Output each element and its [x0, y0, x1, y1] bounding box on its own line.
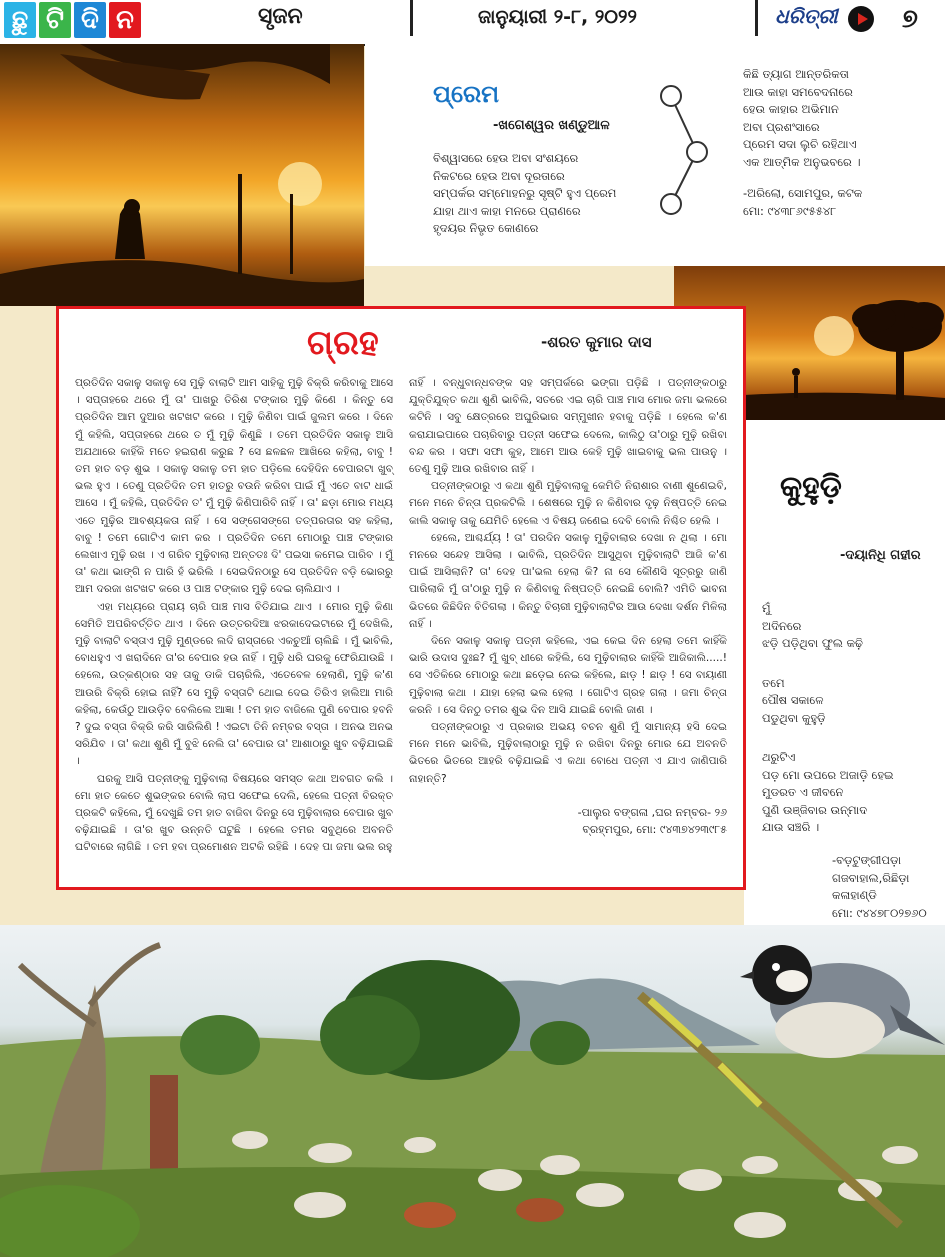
divider: [755, 0, 758, 36]
story-paragraph: ଏହା ମଧ୍ୟରେ ପ୍ରାୟ ଚାରି ପାଞ୍ଚ ମାସ ବିତିଯାଇ ଥାଏ । ମୋର ମୁଢ଼ି କିଣା ସେମିତି ଅପରିବର୍ତ୍ତିତ ଥାଏ । ଦିନେ ଉତ୍ତରଦିଆ ଝରକାଦେଇଟାରେ ମୁଁ ଦେଖିଲି, ମୁଢ଼ି ବାଲାଟି ବସ୍ତାଏ ମୁଢ଼ି ମୁଣ୍ଡରେ ଲଦି ରାସ୍ତାରେ ଏକଚୁଆଁ ଚାଲିଛି । ମୁଁ ଭାବିଲି, ବୋଧହୁଏ ଏ ଖରାଦିନେ ତା'ର ବେପାର ହଉ ନାହିଁ । ମୁଢ଼ି ଧରି ଘରକୁ ଫେରିଯାଉଛି । ହେଲେ, ଉତ୍କଣ୍ଠାର ସହ ତାକୁ ଡାକି ପଚାରିଲି, ଏତେବେଳ ହେଲାଣି, ମୁଢ଼ି କ'ଣ ଆଉରି ବିକ୍ରି ହୋଇ ନାହିଁ? ସେ ମୁଢ଼ି ବସ୍ତାଟି ଥୋଇ ଦେଇ ତିରିଏ ହାଲିଆ ମାରି କହିଲା, କେଉଁଠୁ ଆଉଡ଼ିବ ବେଲିଲେ ଆଜ୍ଞା ! ତମ ହାତ ବାଜିଲେ ପୁଣି ବେପାର ହବନି ? ଦୁଇ ବସ୍ତା ବିକ୍ରି କରି ସାରିଲିଣି ! ଏଇଟା ତିନି ନମ୍ବର ବସ୍ତା । ଅନଭ ଅନଭ ସରିଯିବ । ତା' କଥା ଶୁଣି ମୁଁ ବୁଝି ନେଲି ତା' ବେପାର ତା' ଆଶାଠାରୁ ଖୁବ ବଢ଼ିଯାଇଛି ।: [75, 600, 393, 768]
decorative-circles-icon: [655, 80, 715, 220]
poem-author: -ଦୟାନିଧି ଗହୀର: [840, 548, 921, 563]
address-line: କଳାହାଣ୍ଡି: [832, 888, 877, 902]
poem-kuhudi: [744, 420, 945, 925]
poem-line: ଆଉ କାହା ସମବେଦନାରେ: [743, 84, 853, 99]
poem-body: [762, 600, 894, 837]
poem-line: ପୁଣି ଉଞ୍ଜିବାର ଉନ୍ମାଦ: [762, 802, 868, 817]
issue-date: ଜାନୁୟାରୀ ୨-୮, ୨୦୨୨: [478, 6, 637, 28]
address-line: ମୋ: ୯୪୪୭୮୦୨୭୬୦: [832, 905, 927, 920]
newspaper-logo: ଧରିତ୍ରୀ: [775, 4, 838, 28]
poem-stanza: [743, 66, 862, 220]
poem-line: ଝଡ଼ି ପଡ଼ିଥିବା ଫୁଲ କଢ଼ି: [762, 636, 863, 650]
poem-author: -ଖଗେଶ୍ୱର ଖଣ୍ଡୁଆଳ: [493, 118, 610, 133]
poem-line: ପଡୁଥିବା କୁହୁଡ଼ି: [762, 710, 826, 725]
poem-prema: [365, 44, 945, 266]
poem-title: ପ୍ରେମ: [433, 80, 500, 108]
poem-line: ବିଶ୍ୱାସରେ ହେଉ ଅବା ସଂଶୟରେ: [433, 151, 579, 165]
story-graha: [56, 306, 746, 890]
poem-line: ଥରୁଟିଏ: [762, 750, 796, 764]
story-phone: ବ୍ରହ୍ମପୁର, ମୋ: ୯୪୩୭୪୨୩୯୮୫: [582, 822, 727, 836]
divider: [410, 0, 413, 36]
masthead: [4, 2, 141, 38]
page-header: [0, 0, 945, 46]
story-address: -ପାଲୁର ବଙ୍ଗଳା ,ଘର ନମ୍ବର- ୨୬: [577, 805, 727, 819]
story-column-1: [75, 375, 393, 857]
poem-line: ହୃଦୟର ନିଭୃତ କୋଣରେ: [433, 221, 539, 235]
story-paragraph: ପ୍ରତିଦିନ ସକାଳୁ ସକାଳୁ ସେ ମୁଢ଼ି ବାଲାଟି ଆମ ସାହିକୁ ମୁଢ଼ି ବିକ୍ରି କରିବାକୁ ଆସେ । ସପ୍ତାହରେ ଥରେ ମୁଁ ତା' ପାଖରୁ ତିରିଶ ଟଙ୍କାର ମୁଢ଼ି କିଣେ । କିନ୍ତୁ ସେ ପ୍ରତିଦିନ ଆମ ଦୁଆର ଖଟଖଟ କରେ । ମୁଢ଼ି କିଣିବା ପାଇଁ ଜୁଲମ କରେ । ଦିନେ ମୁଁ କହିଲି, ସପ୍ତାହରେ ଥରେ ତ ମୁଁ ମୁଢ଼ି କିଣୁଛି । ତମେ ପ୍ରତିଦିନ ସକାଳୁ ଆସି ଅଯଥାରେ କାହିଁକି ମତେ ହଇରାଣ କରୁଛ ? ସେ ଛଳଛଳ ଆଖିରେ କହିଲା, ବାବୁ ! ତମ ହାତ ବଡ଼ ଶୁଭ । ସକାଳୁ ସକାଳୁ ତମ ହାତ ପଡ଼ିଲେ ଦେହିଦିନ ବେପାରଟା ଖୁବ୍ ଭଲ ହୁଏ । ତେଣୁ ପ୍ରତିଦିନ ତମ ହାତରୁ ବଉନି କରିବା ପାଇଁ ମୁଁ ଏତେ ବାଟ ଧାଇଁ ଆସେ । ମୁଁ କହିଲି, ପ୍ରତିଦିନ ତ' ମୁଁ ମୁଢ଼ି କିଣିପାରିବି ନାହିଁ । ତା' ଛଡ଼ା ମୋର ମଧ୍ୟ ଏତେ ମୁଢ଼ିର ଆବଶ୍ୟକତା ନାହିଁ । ସେ ସଙ୍ଗେସଙ୍ଗେ ତତ୍ପରତାର ସହ କହିଲା, ବାବୁ ! ତମେ ଗୋଟିଏ କାମ କର । ପ୍ରତିଦିନ ତମେ ମୋଠାରୁ ପାଞ୍ଚ ଟଙ୍କାର ଲେଖାଏ ମୁଢ଼ି ରଖ । ଏ ଗରିବ ମୁଢ଼ିବାଲା ଅନ୍ତତଃ ଦି' ପଇସା କମେଇ ପାରିବ । ମୁଁ ତା' କଥା ଭାଙ୍ଗି ନ ପାରି ହଁ ଭରିଲି । ସେଇଦିନଠାରୁ ସେ ପ୍ରତିଦିନ ବଡ଼ି ଭୋରରୁ ଆମ ଦରଜା ଖଟଖଟ କରେ ଓ ପାଞ୍ଚ ଟଙ୍କାର ମୁଢ଼ି ଦେଇ ଚାଲିଯାଏ ।: [75, 377, 393, 596]
poem-line: ପଡ଼ ମୋ ଉପରେ ଅଜାଡ଼ି ହେଇ: [762, 767, 894, 782]
story-paragraph: ପତ୍ନୀଙ୍କଠାରୁ ଏ ପ୍ରକାର ଅଭୟ ବଚନ ଶୁଣି ମୁଁ ସାମାନ୍ୟ ହସି ଦେଇ ମନେ ମନେ ଭାବିଲି, ମୁଢ଼ିବାଲାଠାରୁ ମୁଢ଼ି ନ ରଖିବା ଦିନରୁ ମୋର ଯେ ଅବନତି ଭିତରେ ଭିତରେ ଆହରି ବଢ଼ିଯାଇଛି ଏ କଥା ବୋଧେ ପତ୍ନୀ ଏ ଯାଏ ଜାଣିପାରି ନାହାନ୍ତି?: [409, 721, 727, 785]
story-column-2: [409, 375, 727, 838]
masthead-letter: ଦି: [74, 2, 106, 38]
story-paragraph: ପତ୍ନୀଙ୍କଠାରୁ ଏ କଥା ଶୁଣି ମୁଢ଼ିବାଲାକୁ କେମିତି ନିରାଶାର ବାଣୀ ଶୁଣେଇବି, ମନେ ମନେ ଚିନ୍ତା ପ୍ରକଟିଲି । ଶେଷରେ ମୁଢ଼ି ନ କିଣିବାର ଦୃଢ଼ ନିଷ୍ପତ୍ତି ନେଇ କାଲି ସକାଳୁ ତାକୁ ଯେମିତି ହେଲେ ଏ ବିଷୟ ଜଣେଇ ଦେବି ବୋଲି ନିଶ୍ଚିତ ହେଲି ।: [409, 480, 727, 527]
poem-line: ଅଦିନରେ: [762, 618, 802, 633]
masthead-letter: ଛୁ: [4, 2, 36, 38]
story-paragraph: ଘରକୁ ଆସି ପତ୍ନୀଙ୍କୁ ମୁଢ଼ିବାଲା ବିଷୟରେ ସମସ୍ତ କଥା ଅବଗତ କଲି । ମୋ ହାତ କେତେ ଶୁଭଙ୍କର ବୋଲି ଲାପ ସଫେଇ ଦେଲି, ହେଲେ ପତ୍ନୀ ବିରକ୍ତ ପ୍ରକଟି କହିଲେ, ମୁଁ ଦେଖୁଛି ତମ ହାତ ବାଜିବା ଦିନରୁ ସେ ମୁଢ଼ିବାଲାର ବେପାର ଖୁବ ବଢ଼ିଯାଇଛି । ତା'ର ଖୁବ ଉନ୍ନତି ଘଟୁଛି । ହେଲେ ତମର ସବୁଥିରେ ଅବନତି ଘଟିବାରେ ଲାଗିଛି । ତମ ହବା ପ୍ରମୋଶନ ଅଟକି ରହିଛି । ଦେହ ପା ଜମା ଭଲ ରହୁ: [75, 772, 393, 854]
poem-address: [832, 852, 927, 922]
poem-stanza: [433, 150, 616, 238]
poem-line: ଯାଉ ସଞ୍ଚରି ।: [762, 820, 820, 834]
poem-line: ସମ୍ପର୍କର ସମ୍ମୋହନରୁ ସୃଷ୍ଟି ହୁଏ ପ୍ରେମ: [433, 186, 617, 200]
poem-line: ମୁଁ: [762, 601, 771, 615]
bird-icon: [740, 935, 945, 1085]
poem-phone: ମୋ: ୯୪୩୮୬୯୫୫୪୮: [743, 203, 837, 218]
story-title: ଗ୍ରହ: [307, 323, 379, 363]
play-icon: [848, 6, 874, 32]
sunset-image: [0, 44, 364, 306]
poem-line: କିଛି ତ୍ୟାଗ ଆନ୍ତରିକତା: [743, 67, 849, 81]
poem-title: କୁହୁଡ଼ି: [780, 470, 842, 505]
poem-line: ତମେ: [762, 675, 785, 690]
story-paragraph: ହେଲେ, ଆଶ୍ଚର୍ଯ୍ୟ ! ତା' ପରଦିନ ସକାଳୁ ମୁଢ଼ିବାଲାର ଦେଖା ନ ଥିଲା । ମୋ ମନରେ ସନ୍ଦେହ ଆସିଲା । ଭାବିଲି, ପ୍ରତିଦିନ ଆସୁଥିବା ମୁଢ଼ିବାଲାଟି ଆଜି କ'ଣ ପାଇଁ ଆସିଲାନି? ତା' ଦେହ ପା'ଭଲ ହେଲା କି? ନା ସେ କୌଣସି ସୂତ୍ରରୁ ଜାଣି ପାରିଲାକି ମୁଁ ତା'ଠାରୁ ମୁଢ଼ି ନ କିଣିବାକୁ ନିଷ୍ପତ୍ତି ନେଇଛି ବୋଲି? ଏମିତି ଭାବନା ଭିତରେ କିଛିଦିନ ବିତିଗଲା । କିନ୍ତୁ ବିଚାରୀ ମୁଢ଼ିବାଲାଟିର ଆଉ ଦେଖା ଦର୍ଶନ ମିଳିଲା ନାହିଁ ।: [409, 531, 727, 630]
landscape-photo: [0, 925, 945, 1257]
poem-line: ଏକ ଆତ୍ମିକ ଅନୁଭବରେ ।: [743, 154, 861, 169]
poem-line: ପ୍ରେମ ସଦା ଲୁଚି ରହିଥାଏ: [743, 137, 857, 151]
masthead-letter: ଟି: [39, 2, 71, 38]
address-line: -ବଡ଼ଟୁଙ୍ଗୀପଡ଼ା: [832, 853, 902, 867]
poem-line: ଅବା ପ୍ରଶଂସାରେ: [743, 119, 820, 134]
poem-line: ନିକଟରେ ହେଉ ଅବା ଦୂରତାରେ: [433, 168, 565, 183]
story-paragraph: ଦିନେ ସକାଳୁ ସକାଳୁ ପତ୍ନୀ କହିଲେ, ଏଇ କେଇ ଦିନ ହେଲା ତମେ କାହିଁକି ଭାରି ଉଦାସ ଦୁଃଛ? ମୁଁ ଖୁବ୍ ଧୀରେ କହିଲି, ସେ ମୁଢ଼ିବାଲାର କାହିଁକି ଆଜିକାଲି.....! ସେ ଏତିକିରେ ମୋଠାରୁ କଥା ଛଡ଼େଇ ନେଇ କହିଲେ, ଛାଡ଼ ! ଛାଡ଼ ! ସେ ବାୟାଣୀ ମୁଢ଼ିବାଲା କଥା । ଯାହା ହେଲା ଭଲ ହେଲା । ଗୋଟିଏ ଗ୍ରହ ଗଲା । ଜମା ଚିନ୍ତା କରନି । ସେ ଦିନଠୁ ତମର ଶୁଭ ଦିନ ଆସି ଯାଇଛି ବୋଲି ଜାଣ ।: [409, 635, 727, 716]
masthead-letter: ନ: [109, 2, 141, 38]
poem-line: ପୌଷ ସକାଳେ: [762, 693, 824, 707]
poem-line: ମୁଡରତ ଏ ଜୀବନେ: [762, 785, 844, 799]
page-number: ୭: [902, 4, 918, 34]
poem-line: ଯାହା ଥାଏ କାହା ମନରେ ପ୍ରାଣରେ: [433, 203, 581, 218]
poem-line: ହେଉ କାହାର ଅଭିମାନ: [743, 102, 839, 116]
story-author: -ଶରତ କୁମାର ଦାସ: [541, 333, 652, 351]
section-name: ସୃଜନ: [258, 4, 303, 29]
story-paragraph: ନାହିଁ । ବନ୍ଧୁବାନ୍ଧବଙ୍କ ସହ ସମ୍ପର୍କରେ ଭଙ୍ଗା ପଡ଼ିଛି । ପତ୍ନୀଙ୍କଠାରୁ ଯୁକ୍ତିଯୁକ୍ତ କଥା ଶୁଣି ଭାବିଲି, ସତରେ ଏଇ ଚାରି ପାଞ୍ଚ ମାସ ମୋର ଜମା ଭଲରେ କଟିନି । ସବୁ କ୍ଷେତ୍ରରେ ଅଘୁରିଭାର ସମ୍ମୁଖୀନ ହବାକୁ ପଡ଼ିଛି । ହେଲେ କ'ଣ କରାଯାଇପାରେ ପଚାରିବାରୁ ପତ୍ନୀ ସଫେଇ ଦେଲେ, କାଲିଠୁ ତା'ଠାରୁ ମୁଢ଼ି ରଖିବା ବନ୍ଦ କର । ସଫା ସଫା କୁହ, ଆମେ ଆଉ କେହି ମୁଢ଼ି ଖାଇବାକୁ ଭଲ ପାଉନୁ । ତେଣୁ ମୁଢ଼ି ଆଉ ରଖିବାର ନାହିଁ ।: [409, 377, 727, 476]
silhouette-illustration: [0, 44, 364, 306]
address-line: ଗଜବାହାଲ,ରିଛିଡ଼ା: [832, 870, 910, 885]
poem-address: -ଅରିଲୋ, ସୋମପୁର, କଟକ: [743, 186, 863, 200]
